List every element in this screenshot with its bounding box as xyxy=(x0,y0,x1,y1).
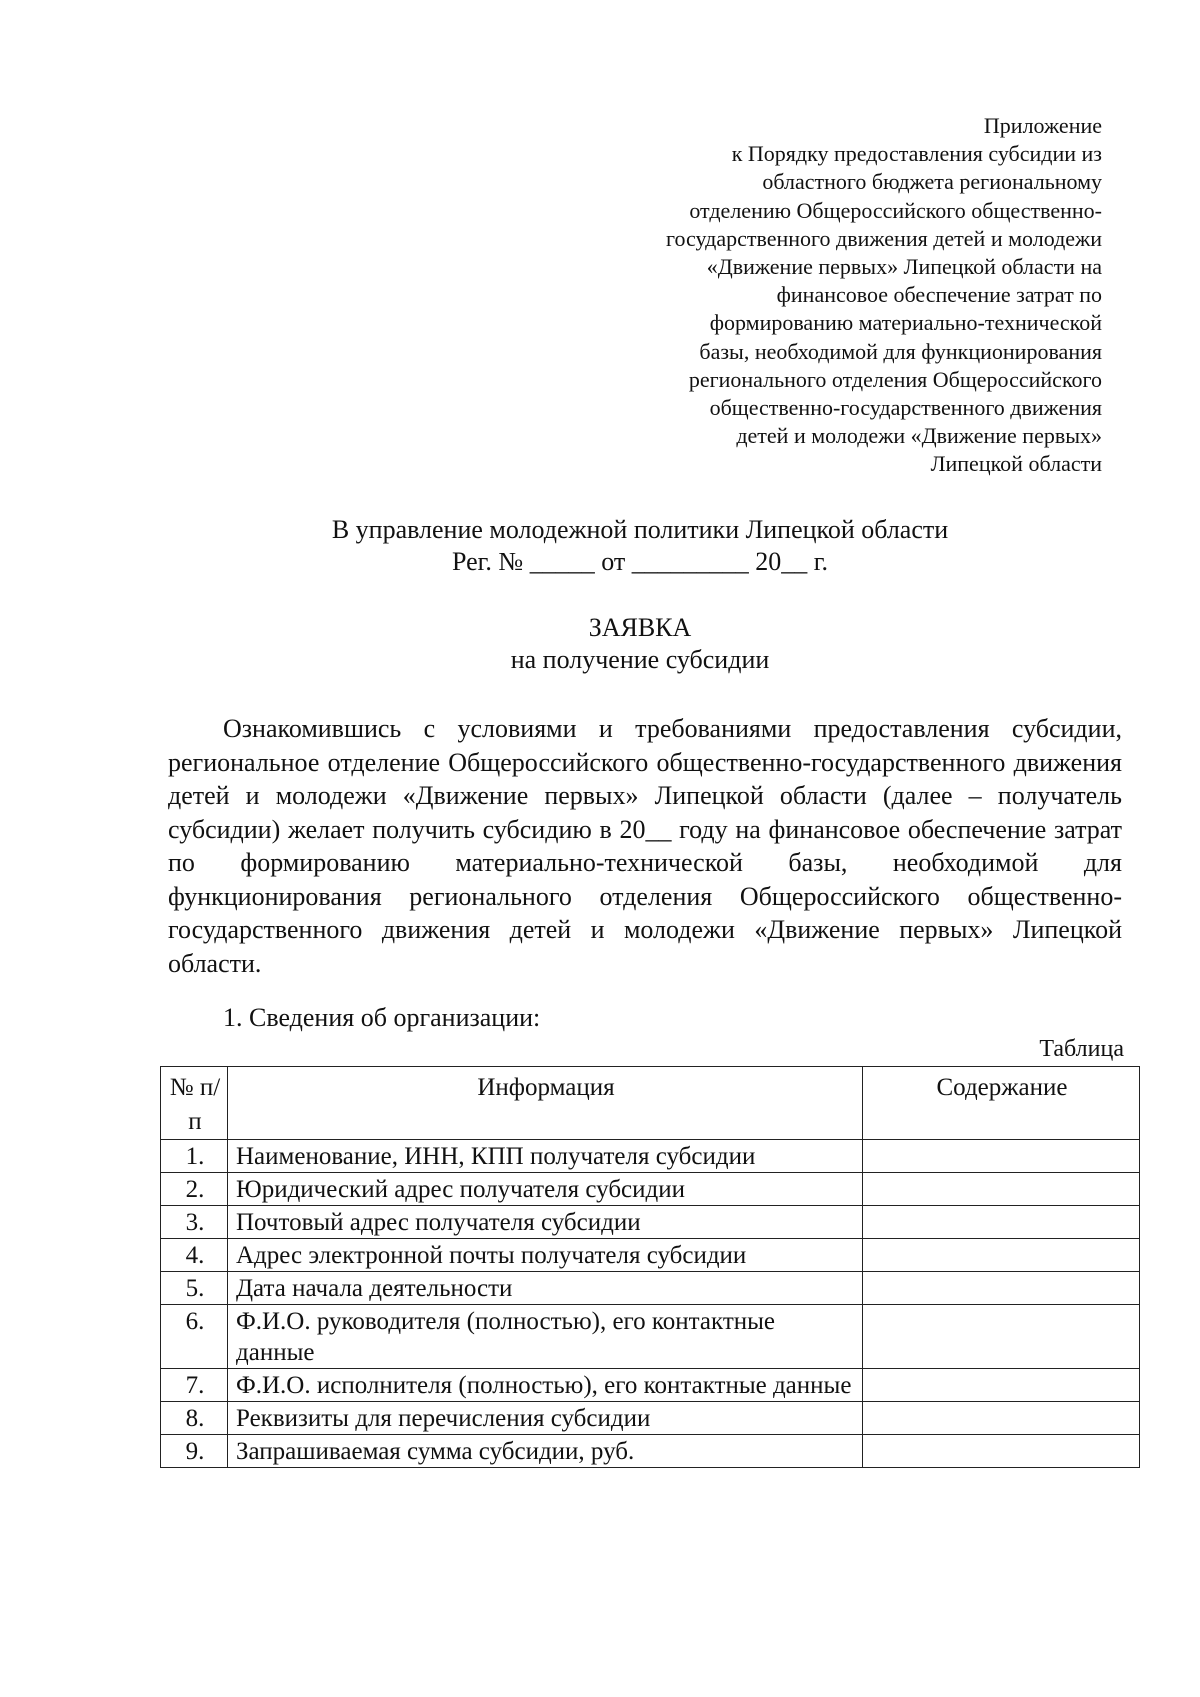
appendix-line: областного бюджета региональному xyxy=(762,169,1102,195)
row-num: 1. xyxy=(161,1140,228,1173)
table-row xyxy=(161,1272,1140,1305)
appendix-line: «Движение первых» Липецкой области на xyxy=(706,254,1102,280)
row-info: Почтовый адрес получателя субсидии xyxy=(228,1206,863,1239)
row-info: Ф.И.О. исполнителя (полностью), его контактные данные xyxy=(228,1369,863,1402)
row-num: 6. xyxy=(161,1305,228,1369)
appendix-line: формированию материально-технической xyxy=(709,310,1102,336)
row-content[interactable] xyxy=(863,1206,1140,1239)
row-num: 2. xyxy=(161,1173,228,1206)
appendix-line: отделению Общероссийского общественно- xyxy=(689,197,1102,223)
appendix-block xyxy=(582,112,1102,479)
appendix-line: базы, необходимой для функционирования xyxy=(699,338,1102,364)
header-content: Содержание xyxy=(863,1067,1140,1140)
table-row xyxy=(161,1435,1140,1468)
row-info: Юридический адрес получателя субсидии xyxy=(228,1173,863,1206)
document-title xyxy=(0,612,1200,676)
body-paragraph: Ознакомившись с условиями и требованиями предоставления субсидии, региональное отделение Общероссийского общественно-государственного движения детей и молодежи «Движение первых» Липецкой области (далее – получатель субсидии) желает получить субсидию в 20__ году на финансовое обеспечение затрат по формированию материально-технической базы, необходимой для функционирования регионального отделения Общероссийского общественно-государственного движения детей и молодежи «Движение первых» Липецкой области. xyxy=(168,714,1122,978)
row-num: 3. xyxy=(161,1206,228,1239)
row-content[interactable] xyxy=(863,1140,1140,1173)
row-info: Наименование, ИНН, КПП получателя субсидии xyxy=(228,1140,863,1173)
table-row xyxy=(161,1369,1140,1402)
table-row xyxy=(161,1239,1140,1272)
row-content[interactable] xyxy=(863,1305,1140,1369)
table-row xyxy=(161,1402,1140,1435)
row-content[interactable] xyxy=(863,1272,1140,1305)
header-num: № п/п xyxy=(161,1067,228,1140)
table-row xyxy=(161,1140,1140,1173)
title-sub: на получение субсидии xyxy=(510,645,770,674)
organization-info-table xyxy=(160,1066,1140,1468)
row-info: Реквизиты для перечисления субсидии xyxy=(228,1402,863,1435)
row-content[interactable] xyxy=(863,1173,1140,1206)
addressee-to: В управление молодежной политики Липецкой области xyxy=(331,515,949,544)
row-num: 4. xyxy=(161,1239,228,1272)
row-content[interactable] xyxy=(863,1402,1140,1435)
appendix-line: детей и молодежи «Движение первых» xyxy=(736,423,1102,449)
table-row xyxy=(161,1173,1140,1206)
appendix-line: финансовое обеспечение затрат по xyxy=(776,282,1102,308)
row-content[interactable] xyxy=(863,1239,1140,1272)
row-info: Запрашиваемая сумма субсидии, руб. xyxy=(228,1435,863,1468)
row-content[interactable] xyxy=(863,1369,1140,1402)
title-main: ЗАЯВКА xyxy=(588,613,692,642)
row-info: Ф.И.О. руководителя (полностью), его контактные данные xyxy=(228,1305,863,1369)
row-info: Дата начала деятельности xyxy=(228,1272,863,1305)
header-info: Информация xyxy=(228,1067,863,1140)
appendix-line: государственного движения детей и молодежи xyxy=(666,225,1102,251)
row-info: Адрес электронной почты получателя субсидии xyxy=(228,1239,863,1272)
row-num: 8. xyxy=(161,1402,228,1435)
table-row xyxy=(161,1305,1140,1369)
row-num: 7. xyxy=(161,1369,228,1402)
section-heading: 1. Сведения об организации: xyxy=(223,1003,541,1032)
appendix-line: к Порядку предоставления субсидии из xyxy=(731,141,1102,167)
row-num: 5. xyxy=(161,1272,228,1305)
registration-line: Рег. № _____ от _________ 20__ г. xyxy=(452,547,828,576)
row-content[interactable] xyxy=(863,1435,1140,1468)
table-header-row xyxy=(161,1067,1140,1140)
table-caption: Таблица xyxy=(1039,1036,1124,1062)
addressee-block xyxy=(0,514,1200,578)
appendix-line: общественно-государственного движения xyxy=(709,395,1102,421)
table-row xyxy=(161,1206,1140,1239)
appendix-line: регионального отделения Общероссийского xyxy=(688,366,1102,392)
appendix-line: Приложение xyxy=(983,113,1102,138)
row-num: 9. xyxy=(161,1435,228,1468)
appendix-line: Липецкой области xyxy=(930,451,1102,477)
